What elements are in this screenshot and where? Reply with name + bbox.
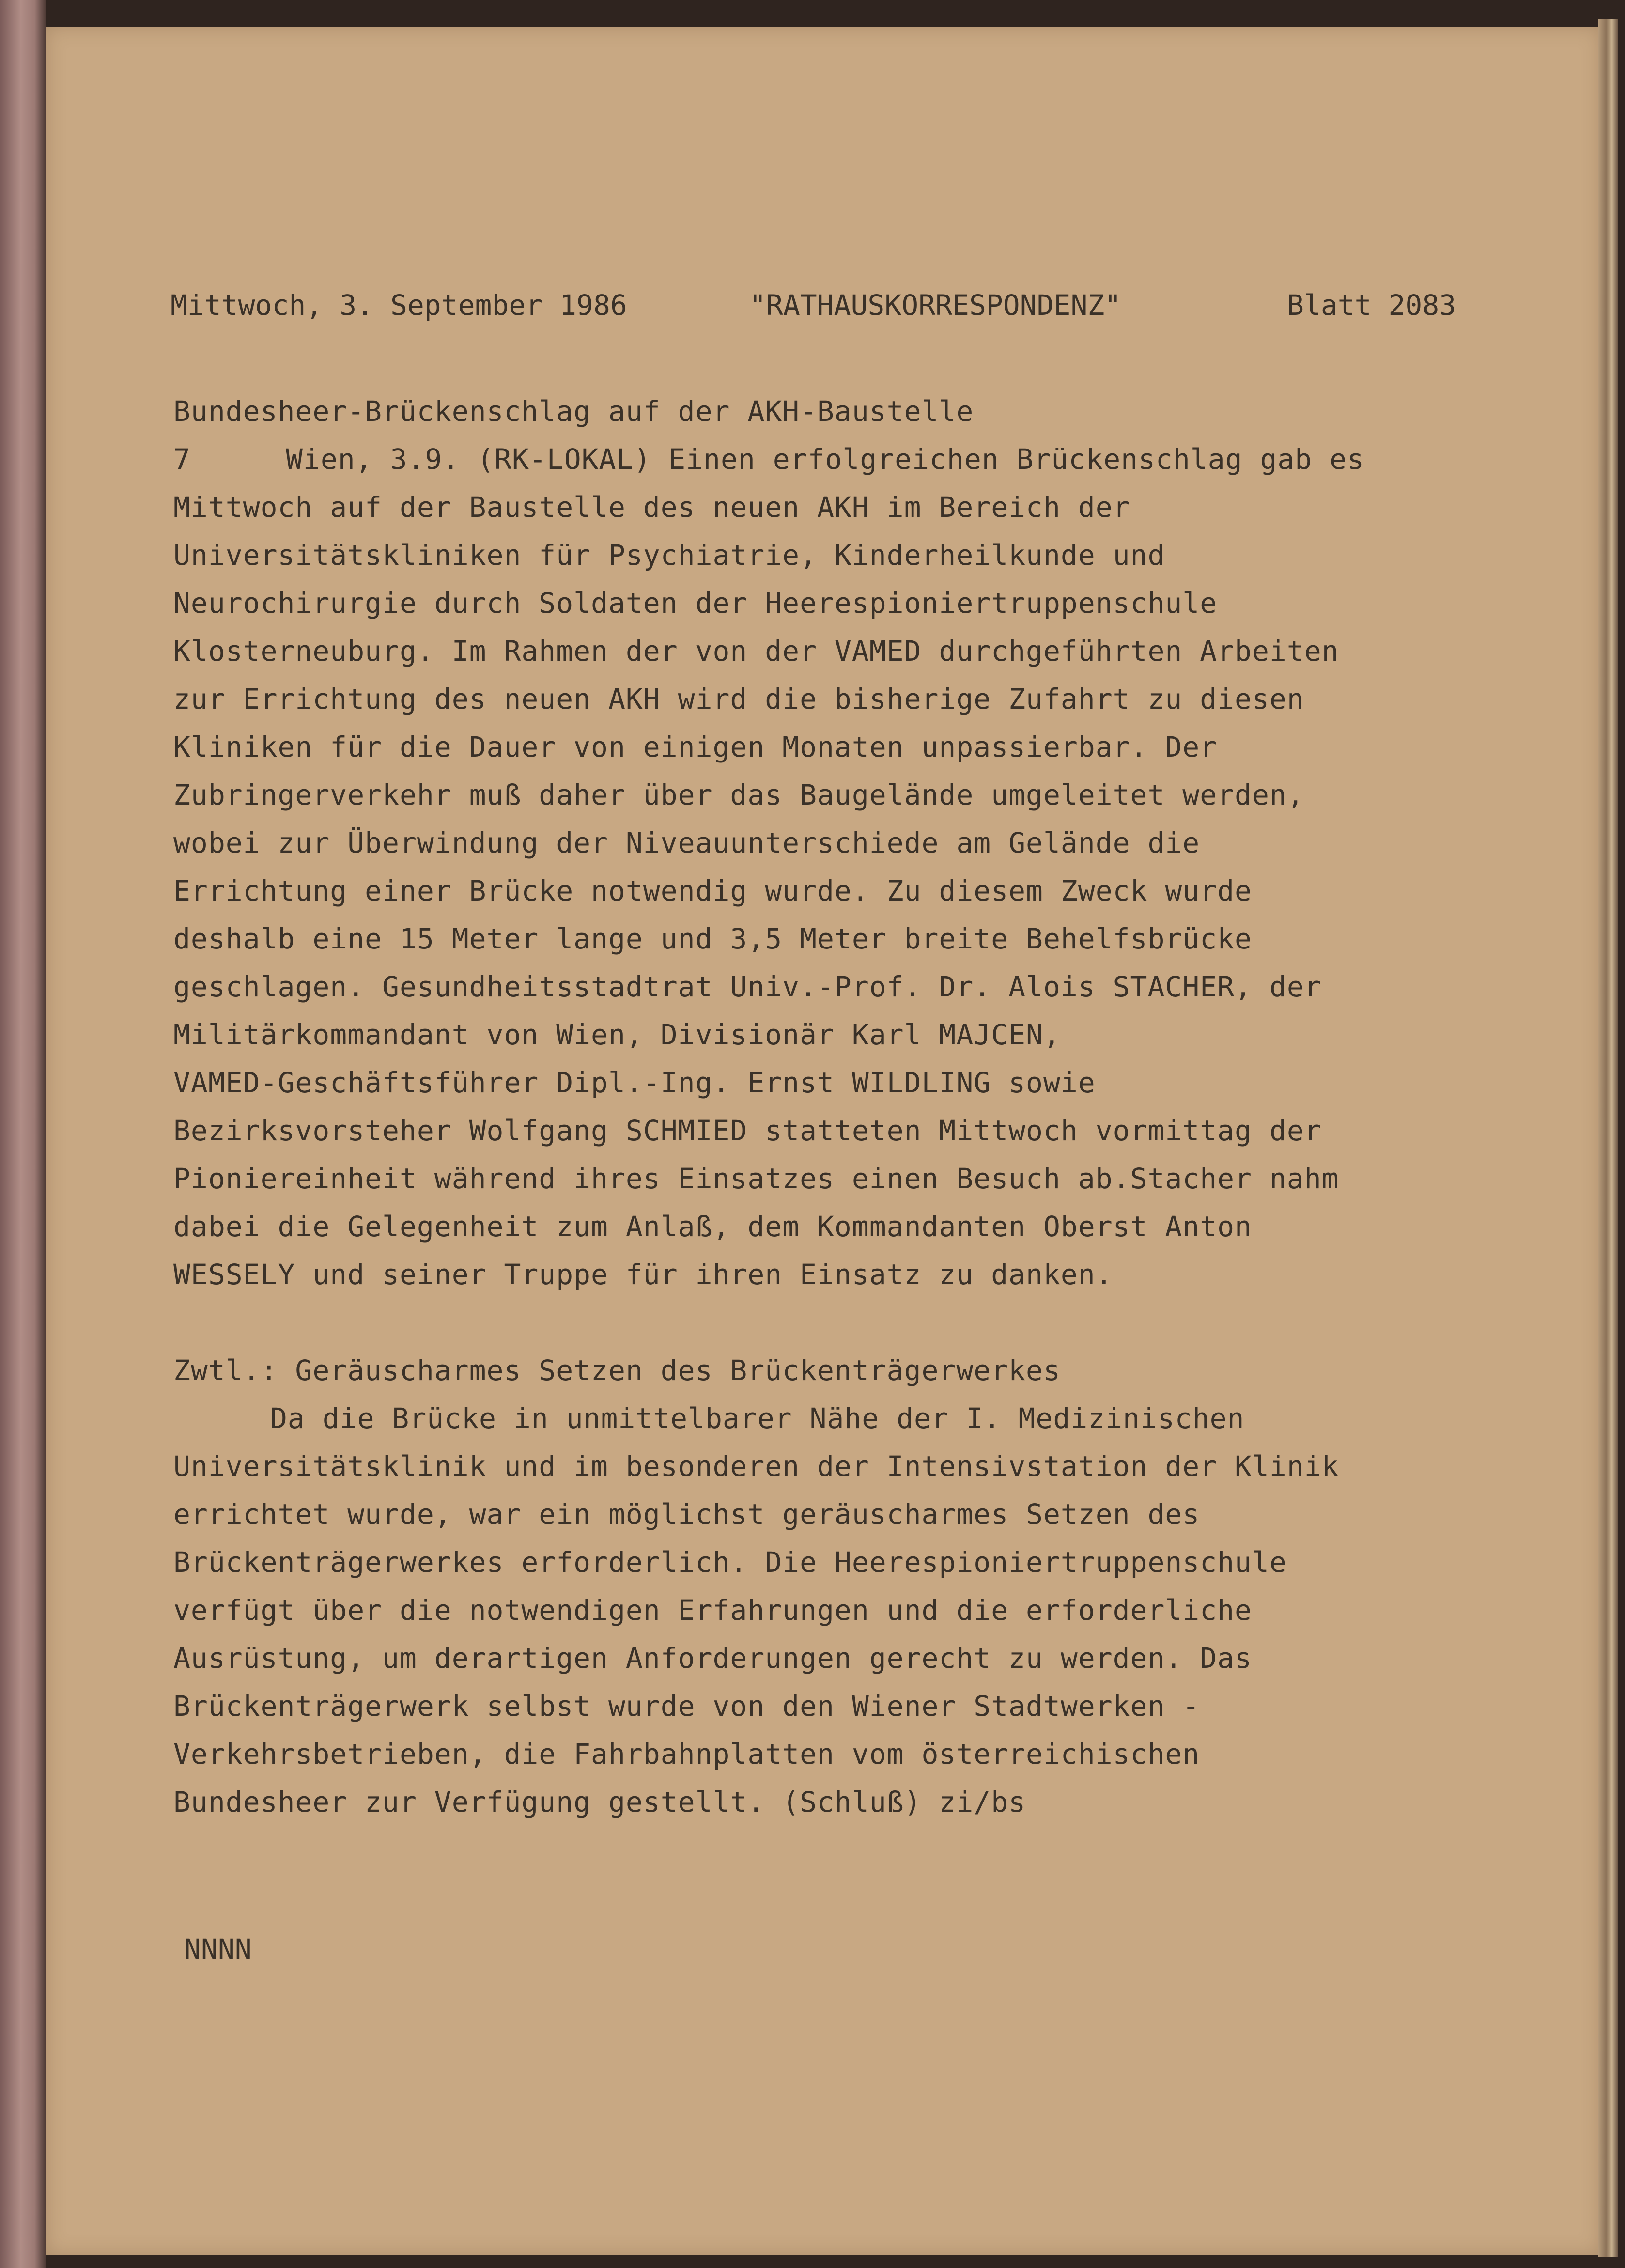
paragraph1-line: geschlagen. Gesundheitsstadtrat Univ.-Prof. Dr. Alois STACHER, der xyxy=(173,970,1322,1003)
paragraph1-line: Neurochirurgie durch Soldaten der Heerespioniertruppenschule xyxy=(173,587,1218,620)
header-page-label: Blatt 2083 xyxy=(1287,289,1456,322)
paragraph1-line: Klosterneuburg. Im Rahmen der von der VAMED durchgeführten Arbeiten xyxy=(173,635,1339,668)
paragraph1-line: Pioniereinheit während ihres Einsatzes einen Besuch ab.Stacher nahm xyxy=(173,1162,1339,1195)
paragraph1-line: Mittwoch auf der Baustelle des neuen AKH im Bereich der xyxy=(173,491,1130,524)
end-mark: NNNN xyxy=(184,1933,252,1966)
paragraph2-line: Brückenträgerwerk selbst wurde von den Wiener Stadtwerken - xyxy=(173,1690,1200,1723)
paragraph2-line: Da die Brücke in unmittelbarer Nähe der I. Medizinischen xyxy=(270,1402,1245,1435)
paragraph2-line: Brückenträgerwerkes erforderlich. Die Heerespioniertruppenschule xyxy=(173,1546,1287,1579)
paragraph1-line: Kliniken für die Dauer von einigen Monaten unpassierbar. Der xyxy=(173,730,1218,763)
article-line xyxy=(173,435,1510,483)
paragraph1-line: zur Errichtung des neuen AKH wird die bisherige Zufahrt zu diesen xyxy=(173,683,1304,715)
item-number: 7 xyxy=(173,443,191,476)
paragraph-gap xyxy=(173,1299,1510,1347)
paragraph1-line: Universitätskliniken für Psychiatrie, Kinderheilkunde und xyxy=(173,539,1165,572)
book-spine xyxy=(0,0,46,2268)
subheading: Zwtl.: Geräuscharmes Setzen des Brückenträgerwerkes xyxy=(173,1354,1061,1387)
paragraph2-line: Ausrüstung, um derartigen Anforderungen gerecht zu werden. Das xyxy=(173,1642,1252,1675)
paragraph1-line: Zubringerverkehr muß daher über das Baugelände umgeleitet werden, xyxy=(173,778,1304,811)
paragraph2-line: verfügt über die notwendigen Erfahrungen und die erforderliche xyxy=(173,1594,1252,1627)
paragraph2-line: Bundesheer zur Verfügung gestellt. (Schluß) zi/bs xyxy=(173,1786,1026,1818)
paragraph1-line: WESSELY und seiner Truppe für ihren Einsatz zu danken. xyxy=(173,1258,1113,1291)
header-date: Mittwoch, 3. September 1986 xyxy=(170,289,627,322)
article-body xyxy=(173,388,1510,1826)
paragraph2-line: errichtet wurde, war ein möglichst geräuscharmes Setzen des xyxy=(173,1498,1200,1531)
paragraph1-line: Errichtung einer Brücke notwendig wurde. Zu diesem Zweck wurde xyxy=(173,874,1252,907)
paragraph2-line: Verkehrsbetrieben, die Fahrbahnplatten vom österreichischen xyxy=(173,1738,1200,1771)
paragraph1-line: dabei die Gelegenheit zum Anlaß, dem Kommandanten Oberst Anton xyxy=(173,1210,1252,1243)
paragraph1-line: Wien, 3.9. (RK-LOKAL) Einen erfolgreichen Brückenschlag gab es xyxy=(286,443,1364,476)
paragraph2-first-line xyxy=(173,1395,1510,1443)
paragraph2-line: Universitätsklinik und im besonderen der Intensivstation der Klinik xyxy=(173,1450,1339,1483)
paragraph1-line: Militärkommandant von Wien, Divisionär Karl MAJCEN, xyxy=(173,1018,1061,1051)
header-publication: "RATHAUSKORRESPONDENZ" xyxy=(749,289,1122,322)
paragraph1-line: wobei zur Überwindung der Niveauunterschiede am Gelände die xyxy=(173,826,1200,859)
paragraph1-line: VAMED-Geschäftsführer Dipl.-Ing. Ernst WILDLING sowie xyxy=(173,1066,1096,1099)
page-stack-edge xyxy=(1598,19,1618,2257)
paragraph1-line: deshalb eine 15 Meter lange und 3,5 Meter breite Behelfsbrücke xyxy=(173,922,1252,955)
paragraph1-line: Bezirksvorsteher Wolfgang SCHMIED statteten Mittwoch vormittag der xyxy=(173,1114,1322,1147)
article-headline: Bundesheer-Brückenschlag auf der AKH-Baustelle xyxy=(173,395,974,428)
